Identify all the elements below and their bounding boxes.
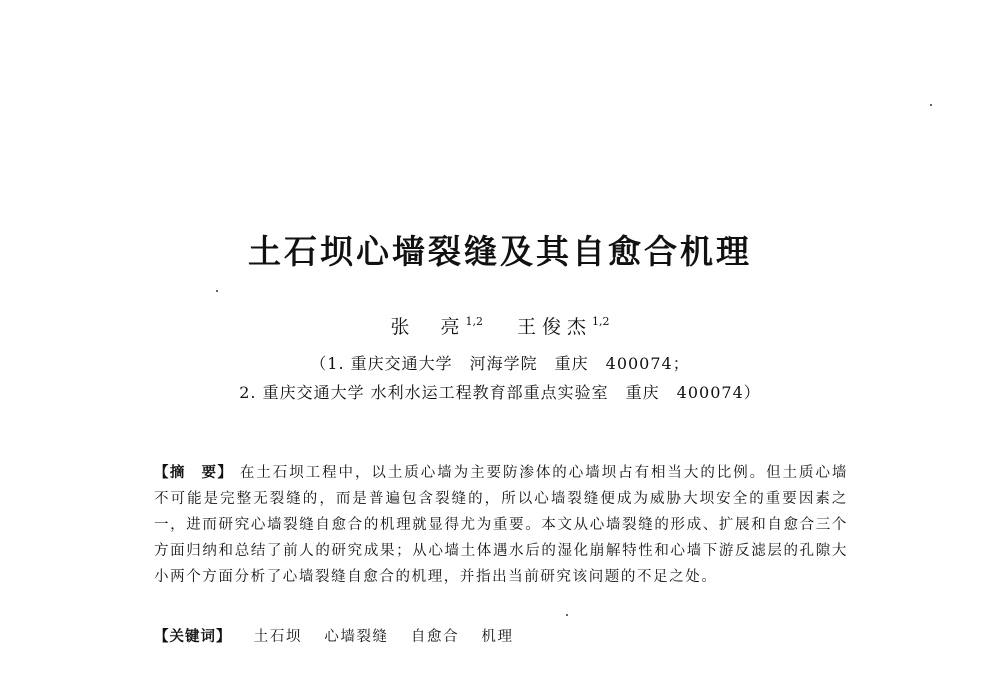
author (390, 308, 483, 341)
affiliation-line: （1. 重庆交通大学 河海学院 重庆 400074； (310, 354, 690, 373)
author-list (0, 308, 1000, 341)
scan-speck (930, 104, 932, 106)
keywords-label: 【关键词】 (154, 629, 232, 645)
abstract (154, 460, 848, 590)
scan-speck (216, 290, 218, 292)
author-affiliation-mark: 1,2 (465, 315, 483, 328)
abstract-body: 在土石坝工程中，以土质心墙为主要防渗体的心墙坝占有相当大的比例。但土质心墙不可能是完整无裂缝的，而是普遍包含裂缝的，所以心墙裂缝便成为威胁大坝安全的重要因素之一，进而研究心墙裂缝自愈合的机理就显得尤为重要。本文从心墙裂缝的形成、扩展和自愈合三个方面归纳和总结了前人的研究成果；从心墙土体遇水后的湿化崩解特性和心墙下游反滤层的孔隙大小两个方面分析了心墙裂缝自愈合的机理，并指出当前研究该问题的不足之处。 (154, 465, 849, 585)
keyword: 心墙裂缝 (324, 629, 389, 645)
author-name: 王俊杰 (517, 316, 593, 338)
keywords (154, 624, 848, 650)
keyword: 土石坝 (253, 629, 303, 645)
author-affiliation-mark: 1,2 (592, 315, 610, 328)
author (517, 308, 610, 341)
author-name: 张 亮 (390, 316, 466, 338)
paper-title: 土石坝心墙裂缝及其自愈合机理 (248, 232, 752, 271)
affiliation-line: 2. 重庆交通大学 水利水运工程教育部重点实验室 重庆 400074） (239, 383, 761, 402)
scan-speck (566, 614, 568, 616)
abstract-label: 【摘 要】 (154, 465, 234, 481)
keyword: 自愈合 (410, 629, 460, 645)
keyword: 机理 (481, 629, 514, 645)
